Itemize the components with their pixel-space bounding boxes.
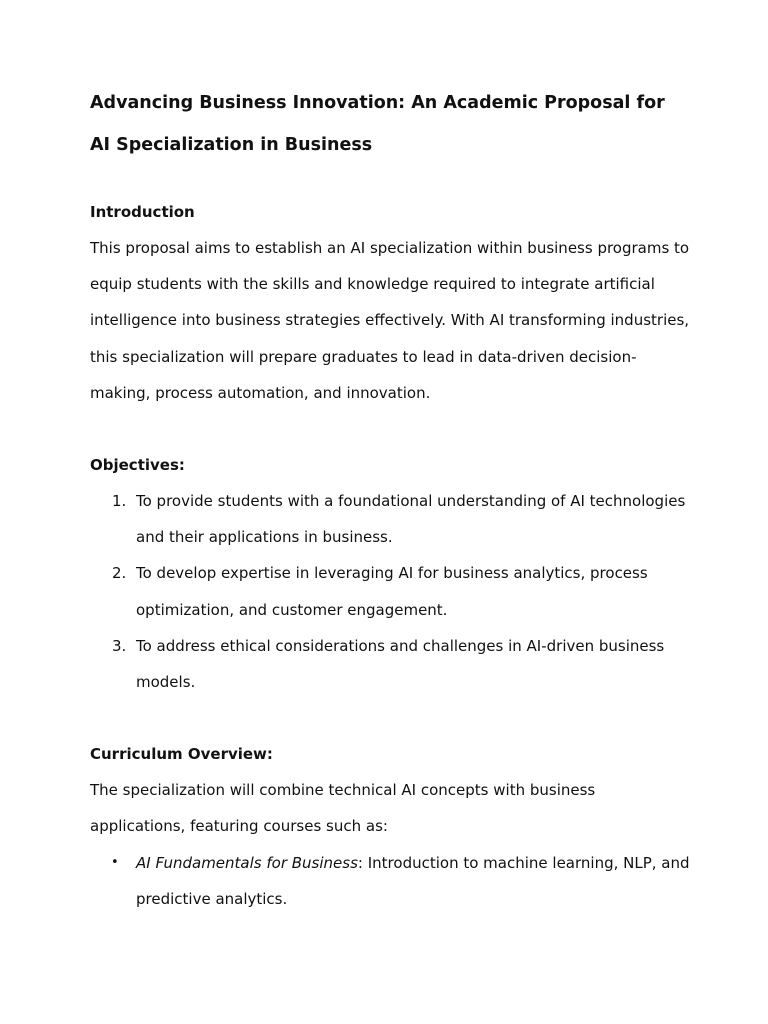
title-line-1: Advancing Business Innovation: An Academic Proposal for bbox=[90, 93, 665, 113]
curriculum-body: The specialization will combine technical AI concepts with business applications, featuring courses such as: bbox=[90, 781, 596, 836]
objective-text: To develop expertise in leveraging AI for business analytics, process optimization, and customer engagement. bbox=[136, 564, 648, 619]
title-line-2: AI Specialization in Business bbox=[90, 135, 373, 155]
objectives-heading: Objectives: bbox=[90, 456, 185, 475]
course-description: : Introduction to machine learning, NLP, and predictive analytics. bbox=[136, 853, 690, 908]
objective-item bbox=[90, 555, 690, 627]
courses-list bbox=[90, 845, 690, 917]
document-title bbox=[90, 82, 690, 166]
objective-number: 2. bbox=[112, 564, 127, 583]
course-name: AI Fundamentals for Business bbox=[136, 853, 358, 872]
document-content bbox=[90, 82, 690, 917]
bullet-icon: • bbox=[111, 854, 119, 870]
objective-text: To provide students with a foundational understanding of AI technologies and their applications in business. bbox=[136, 492, 686, 547]
objectives-list bbox=[90, 483, 690, 700]
objective-number: 3. bbox=[112, 636, 127, 655]
introduction-body: This proposal aims to establish an AI specialization within business programs to equip students with the skills and knowledge required to integrate artificial intelligence into business strategies effectively. With AI transforming industries, this specialization will prepare graduates to lead in data-driven decision-making, process automation, and innovation. bbox=[90, 239, 690, 402]
course-item bbox=[90, 845, 690, 917]
introduction-heading: Introduction bbox=[90, 203, 195, 221]
objective-number: 1. bbox=[112, 492, 127, 511]
objective-item bbox=[90, 483, 690, 555]
curriculum-heading: Curriculum Overview: bbox=[90, 745, 273, 764]
objective-item bbox=[90, 628, 690, 700]
objective-text: To address ethical considerations and challenges in AI-driven business models. bbox=[136, 636, 665, 692]
